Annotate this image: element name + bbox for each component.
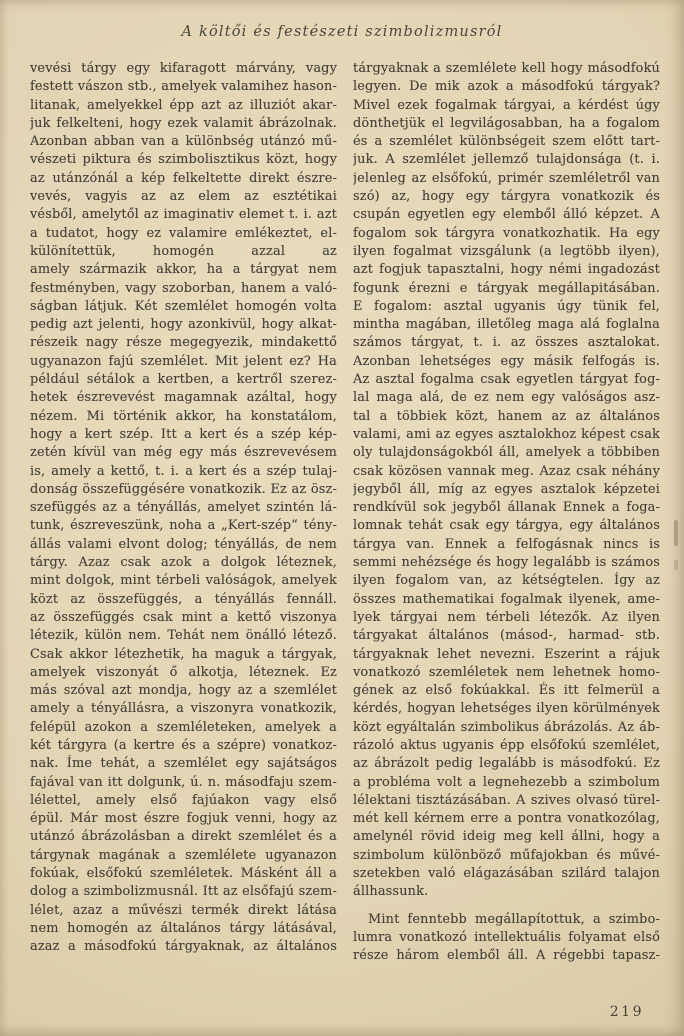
text-line: a tudatot, hogy ez valamire emlékeztet, el- — [30, 225, 337, 241]
text-line: lyek tárgyai nem térbeli létezők. Az ilyen — [353, 609, 660, 625]
text-line: amely származik akkor, ha a tárgyat nem — [30, 262, 337, 278]
text-line: rázoló aktus ugyanis épp elsőfokú szemlélet, — [353, 737, 660, 753]
text-line: valami, ami az egyes asztalokhoz képest csak — [353, 426, 660, 442]
text-line: összes mathematikai fogalmak ilyenek, ame- — [353, 591, 660, 607]
text-line: tárgyaknak a szemlélete kell hogy másodfokú — [353, 61, 660, 76]
text-line: legyen. De mik azok a másodfokú tárgyak? — [353, 79, 660, 95]
text-line: állás valami elvont dolog; tényállás, de nem — [30, 536, 337, 552]
text-line: például sétálok a kertben, a kertről szerez- — [30, 372, 337, 388]
text-line: Mint fenntebb megállapítottuk, a szimbo- — [368, 911, 660, 927]
text-line: is, amely a kettő, t. i. a kert és a szép tulaj- — [30, 463, 337, 479]
text-line: fogalom sok tárgyra vonatkozhatik. Ha egy — [353, 225, 660, 241]
text-line: utánzó ábrázolásban a direkt szemlélet és a — [30, 829, 337, 845]
text-line: és a szemlélet különbségeit szem előtt tart- — [353, 134, 660, 150]
text-line: tárgyakat általános (másod-, harmad- stb. — [353, 628, 660, 644]
text-line: tal a többiek közt, hanem az az általános — [353, 408, 660, 424]
text-line: az utánzónál a kép felkeltette direkt észre- — [30, 170, 337, 186]
text-line: tárgya van. Ennek a felfogásnak nincs is — [353, 536, 660, 552]
text-line: juk felkelteni, hogy ezek valamit ábrázolnak. — [30, 115, 337, 131]
text-line: festett vászon stb., amelyek valamihez hason- — [30, 79, 337, 95]
text-line: Azonban abban van a különbség utánzó mű- — [30, 134, 337, 150]
text-line: tunk, észreveszünk, noha a „Kert-szép“ tény- — [30, 518, 337, 534]
text-line: az összefüggés csak mint a kettő viszonya — [30, 609, 337, 625]
text-line: vevési tárgy egy kifaragott márvány, vagy — [30, 61, 337, 76]
text-line: ságban látjuk. Két szemlélet homogén volta — [30, 298, 337, 314]
text-columns — [0, 40, 684, 966]
text-line: hogy a kert szép. Itt a kert és a szép kép- — [30, 426, 337, 442]
left-column — [30, 60, 337, 966]
text-line: vészeti piktura és szimbolisztikus közt, hogy — [30, 152, 337, 168]
text-line: pedig azt jelenti, hogy azonkivül, hogy alkat- — [30, 317, 337, 333]
text-line: tárgy. Azaz csak azok a dolgok léteznek, — [30, 555, 337, 571]
text-line: juk. A szemlélet jellemző tulajdonsága (t. i. — [353, 152, 660, 168]
text-line: zetén kívül van még egy más észrevevésem — [30, 445, 337, 461]
text-line: közt egyáltalán szimbolikus ábrázolás. Az áb- — [353, 719, 660, 735]
text-line: közt az összefüggés, a tényállás fennáll. — [30, 591, 337, 607]
text-line: épül. Már most észre fogjuk venni, hogy az — [30, 811, 337, 827]
text-line: csupán egyetlen egy elemből álló képzet. A — [353, 207, 660, 223]
text-line: oly tulajdonságokból áll, amelyek a többiben — [353, 445, 660, 461]
text-line: nézem. Mi történik akkor, ha konstatálom, — [30, 408, 337, 424]
text-line: Az asztal fogalma csak egyetlen tárgyat fog- — [353, 372, 660, 388]
text-line: Azonban lehetséges egy másik felfogás is. — [353, 353, 660, 369]
text-line: vevés, vagyis az az elem az esztétikai — [30, 189, 337, 205]
text-line: rendkívül sok jegyből állanak Ennek a foga- — [353, 500, 660, 516]
text-line: szefüggés az a tényállás, amelyet szintén lá- — [30, 500, 337, 516]
text-line: része három elemből áll. A régebbi tapasz- — [353, 948, 660, 964]
text-line: amelynél rövid ideig meg kell állni, hogy a — [353, 829, 660, 845]
text-line: számos tárgyat, t. i. az összes asztalokat. — [353, 335, 660, 351]
text-line: gének az első fokúakkal. És itt felmerül a — [353, 683, 660, 699]
text-line: amelyek viszonyát ő alkotja, léteznek. Ez — [30, 664, 337, 680]
text-line: ugyanazon fajú szemlélet. Mit jelent ez? Ha — [30, 353, 337, 369]
text-line: dolog a szimbolizmusnál. Itt az elsőfajú szem- — [30, 884, 337, 900]
text-line: két tárgyra (a kertre és a szépre) vonatkoz- — [30, 737, 337, 753]
text-line: Csak akkor létezhetik, ha maguk a tárgyak, — [30, 646, 337, 662]
text-line: szimbolum különböző műfajokban és művé- — [353, 847, 660, 863]
text-line: jelenleg az elsőfokú, primér szemléletről van — [353, 170, 660, 186]
text-line: dönthetjük el legvilágosabban, ha a fogalom — [353, 115, 660, 131]
page-number: 219 — [609, 1004, 644, 1020]
text-line: mét kell kérnem erre a pontra vonatkozólag, — [353, 811, 660, 827]
text-line: Mivel ezek fogalmak tárgyai, a kérdést úgy — [353, 97, 660, 113]
text-line: ilyen fogalom van, az kétségtelen. Így az — [353, 573, 660, 589]
text-line: festményben, vagy szoborban, hanem a való- — [30, 280, 337, 296]
scan-edge-blemish — [674, 560, 678, 570]
text-line: lumra vonatkozó intellektuális folyamat első — [353, 929, 660, 945]
text-line: létezik, külön nem. Tehát nem önálló létező. — [30, 628, 337, 644]
scan-edge-blemish — [674, 520, 678, 546]
text-line: tárgynak magának a szemlélete ugyanazon — [30, 847, 337, 863]
text-line: fogunk érezni e tárgyak megállapitásában. — [353, 280, 660, 296]
right-column — [353, 60, 660, 966]
text-line: donság összefüggésére vonatkozik. Ez az ösz- — [30, 481, 337, 497]
text-line: szetekben való elágazásában szilárd talajon — [353, 866, 660, 882]
text-line: a probléma volt a legnehezebb a szimbolum — [353, 774, 660, 790]
text-line: hetek észrevevést magamnak azáltal, hogy — [30, 390, 337, 406]
text-line: lal maga alá, de ez nem egy valóságos asz- — [353, 390, 660, 406]
text-line: litanak, amelyekkel épp azt az illuziót akar- — [30, 97, 337, 113]
text-line: E fogalom: asztal ugyanis úgy tünik fel, — [353, 298, 660, 314]
text-line: lélet, azaz a művészi termék direkt látása — [30, 902, 337, 918]
text-line: amely a tényállásra, a viszonyra vonatkozik, — [30, 701, 337, 717]
text-line: lomnak tehát csak egy tárgya, egy általános — [353, 518, 660, 534]
text-line: tárgyaknak lehet nevezni. Eszerint a rájuk — [353, 646, 660, 662]
text-line: más szóval azt mondja, hogy az a szemlélet — [30, 683, 337, 699]
text-line: kérdés, hogyan lehetséges ilyen körülmények — [353, 701, 660, 717]
text-line: lélektani tisztázásában. A szives olvasó türel- — [353, 792, 660, 808]
text-line: részeik nagy része megegyezik, mindakettő — [30, 335, 337, 351]
text-line: vonatkozó szemléletek nem lehetnek homo- — [353, 664, 660, 680]
text-line: azaz a másodfokú tárgyaknak, az általános — [30, 939, 337, 955]
text-line: állhassunk. — [353, 884, 429, 900]
text-line: semmi nehézsége és hogy legalább is számos — [353, 555, 660, 571]
text-line: mintha magában, illetőleg maga alá foglalna — [353, 317, 660, 333]
text-line: szó) az, hogy egy tárgyra vonatkozik és — [353, 189, 660, 205]
text-line: az ábrázolt pedig legalább is másodfokú. Ez — [353, 756, 660, 772]
text-line: nak. Íme tehát, a szemlélet egy sajátságos — [30, 756, 337, 772]
text-line: nem homogén az általános tárgy látásával, — [30, 920, 337, 936]
text-line: vésből, amelytől az imaginativ elemet t. i. azt — [30, 207, 337, 223]
text-line: fokúak, elsőfokú szemléletek. Másként áll a — [30, 866, 337, 882]
text-line: azt fogjuk tapasztalni, hogy némi ingadozást — [353, 262, 660, 278]
text-line: ilyen fogalmat vizsgálunk (a legtöbb ilyen), — [353, 243, 660, 259]
text-line: felépül azokon a szemléleteken, amelyek a — [30, 719, 337, 735]
text-line: lélettel, amely első fajúakon vagy első — [30, 792, 337, 808]
text-line: fajával van itt dolgunk, ú. n. másodfaju szem- — [30, 774, 337, 790]
text-line: csak közösen vannak meg. Azaz csak néhány — [353, 463, 660, 479]
text-line: jegyből áll, míg az egyes asztalok képzetei — [353, 481, 660, 497]
text-line: mint dolgok, mint térbeli valóságok, amelyek — [30, 573, 337, 589]
text-line: különítettük, homogén azzal az — [30, 243, 337, 259]
running-head-title: A költői és festészeti szimbolizmusról — [181, 24, 503, 40]
